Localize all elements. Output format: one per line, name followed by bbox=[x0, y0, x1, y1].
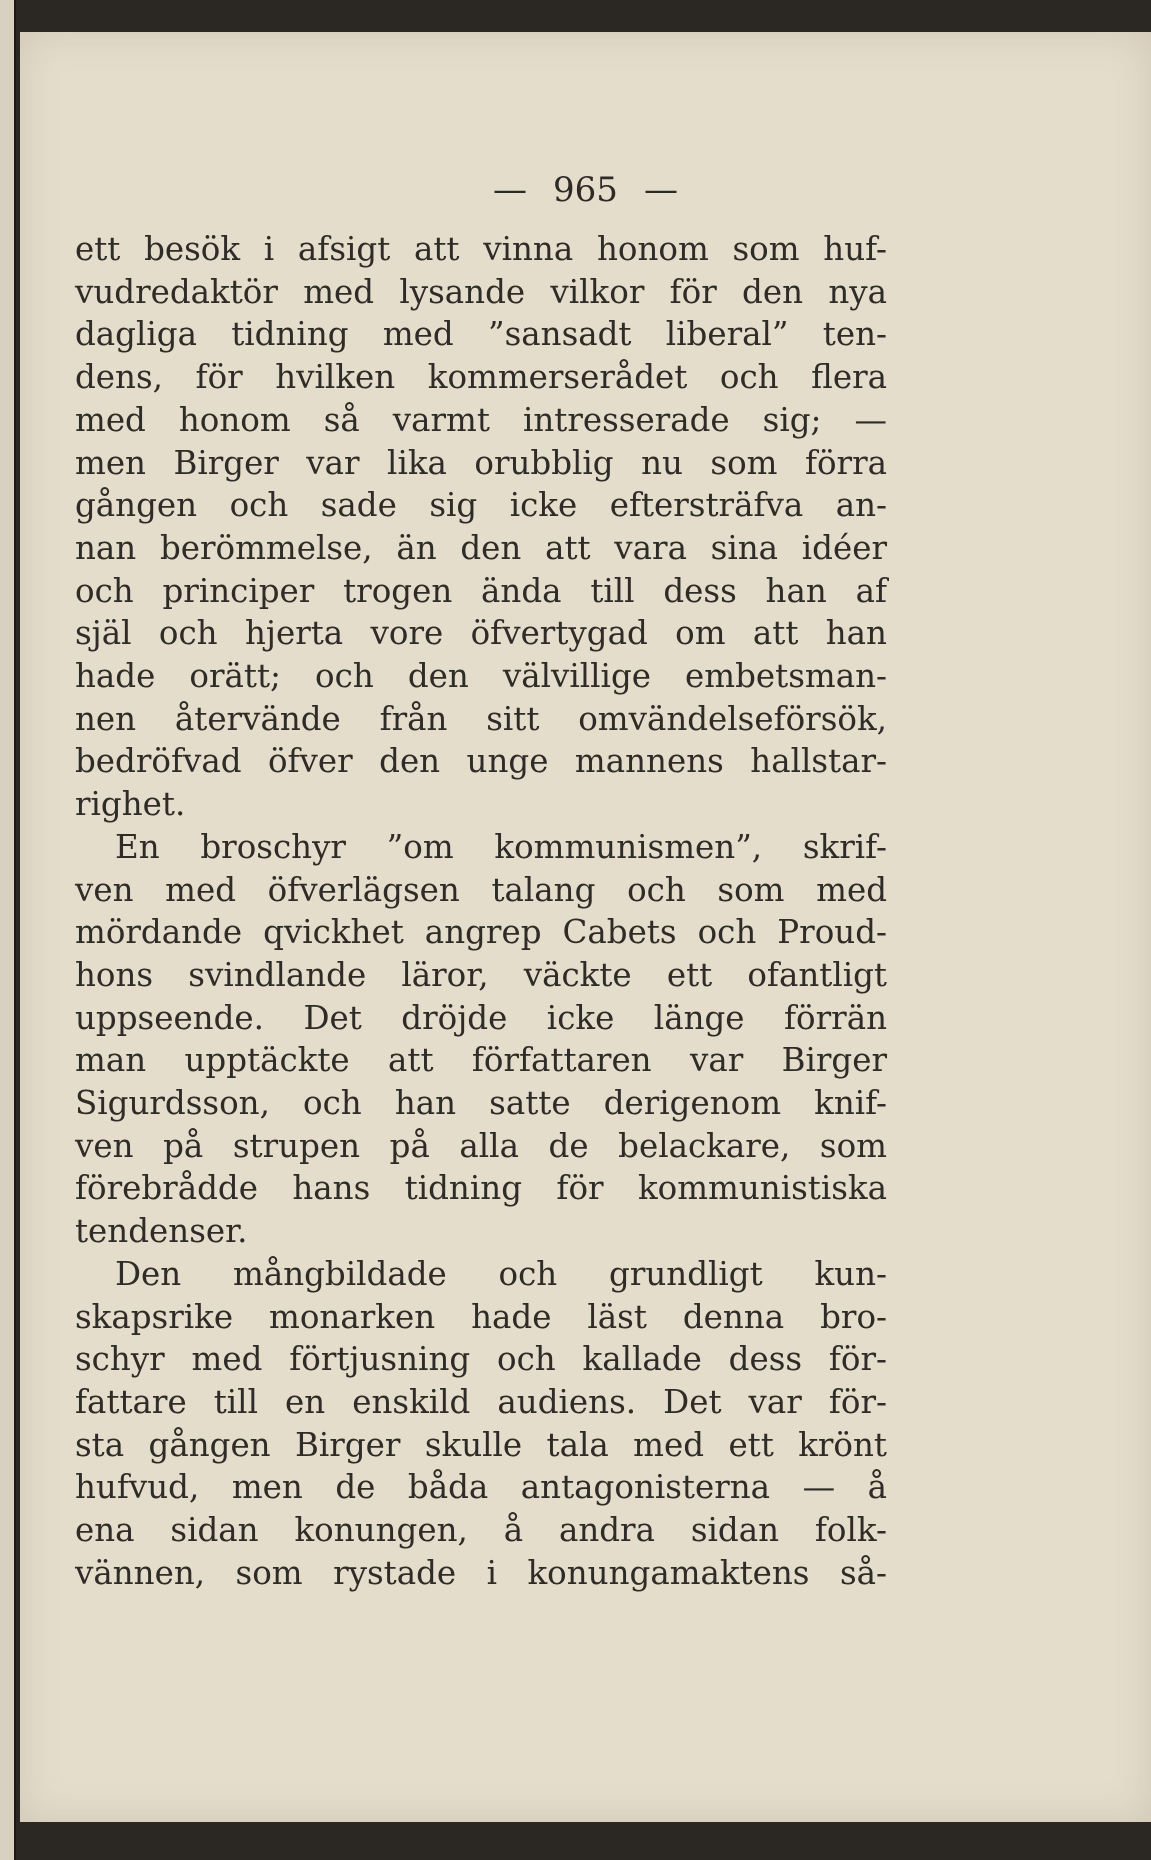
text-line: Den mångbildade och grundligt kun- bbox=[115, 1254, 887, 1293]
body-text bbox=[75, 228, 887, 1595]
text-line: men Birger var lika orubblig nu som förra bbox=[75, 443, 887, 482]
text-line: mördande qvickhet angrep Cabets och Proud- bbox=[75, 913, 887, 952]
text-line: själ och hjerta vore öfvertygad om att han bbox=[75, 614, 887, 653]
text-line: dagliga tidning med ”sansadt liberal” ten- bbox=[75, 315, 887, 354]
text-line: nen återvände från sitt omvändelseförsök, bbox=[75, 699, 887, 738]
page-number-header bbox=[20, 170, 1151, 210]
text-line: ven på strupen på alla de belackare, som bbox=[75, 1126, 887, 1165]
paragraph-2 bbox=[75, 826, 887, 1253]
book-page bbox=[20, 32, 1151, 1822]
text-line: righet. bbox=[75, 785, 186, 824]
paragraph-3 bbox=[75, 1253, 887, 1595]
book-binding-edge bbox=[0, 0, 16, 1860]
text-line: skapsrike monarken hade läst denna bro- bbox=[75, 1297, 887, 1336]
text-line: sta gången Birger skulle tala med ett krönt bbox=[75, 1425, 887, 1464]
text-line: med honom så varmt intresserade sig; — bbox=[75, 400, 887, 439]
text-line: bedröfvad öfver den unge mannens hallstar- bbox=[75, 742, 887, 781]
text-line: och principer trogen ända till dess han af bbox=[75, 571, 887, 610]
text-line: dens, för hvilken kommerserådet och flera bbox=[75, 358, 887, 397]
text-line: En broschyr ”om kommunismen”, skrif- bbox=[115, 827, 887, 866]
text-line: förebrådde hans tidning för kommunistiska bbox=[75, 1169, 887, 1208]
text-line: hufvud, men de båda antagonisterna — å bbox=[75, 1468, 887, 1507]
text-line: nan berömmelse, än den att vara sina idéer bbox=[75, 528, 887, 567]
text-line: tendenser. bbox=[75, 1212, 248, 1251]
text-line: man upptäckte att författaren var Birger bbox=[75, 1041, 887, 1080]
page-number: 965 bbox=[553, 170, 618, 210]
text-line: gången och sade sig icke eftersträfva an- bbox=[75, 486, 887, 525]
text-line: schyr med förtjusning och kallade dess för- bbox=[75, 1340, 887, 1379]
page-number-dash-right: — bbox=[643, 170, 678, 210]
text-line: fattare till en enskild audiens. Det var för- bbox=[75, 1382, 887, 1421]
page-number-dash-left: — bbox=[493, 170, 528, 210]
text-line: vännen, som rystade i konungamaktens så- bbox=[75, 1553, 887, 1592]
text-line: ett besök i afsigt att vinna honom som huf- bbox=[75, 230, 887, 268]
text-line: hons svindlande läror, väckte ett ofantligt bbox=[75, 955, 887, 994]
text-line: hade orätt; och den välvillige embetsman- bbox=[75, 657, 887, 696]
paragraph-1 bbox=[75, 228, 887, 826]
text-line: uppseende. Det dröjde icke länge förrän bbox=[75, 998, 887, 1037]
text-line: ena sidan konungen, å andra sidan folk- bbox=[75, 1511, 887, 1550]
text-line: ven med öfverlägsen talang och som med bbox=[75, 870, 887, 909]
text-line: vudredaktör med lysande vilkor för den nya bbox=[75, 272, 887, 311]
text-line: Sigurdsson, och han satte derigenom knif- bbox=[75, 1084, 887, 1123]
